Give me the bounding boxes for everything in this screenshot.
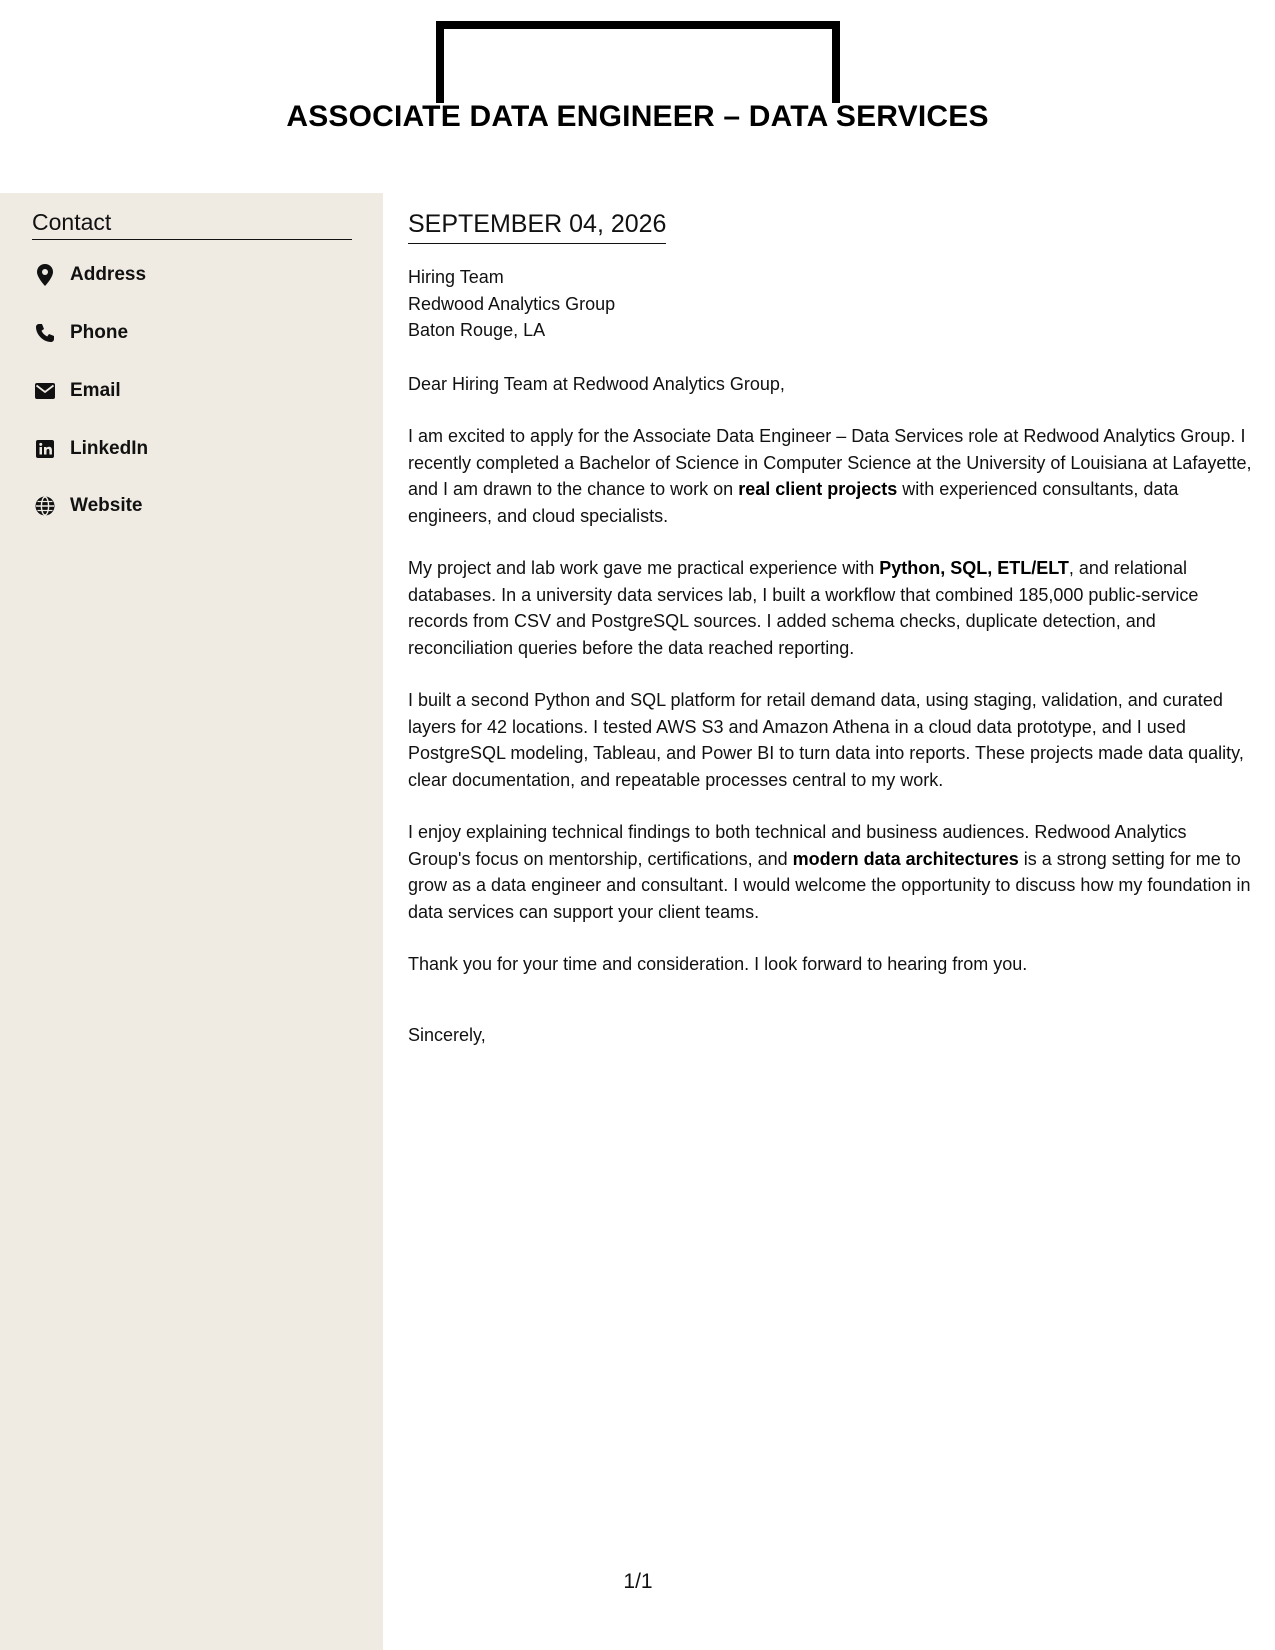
paragraph-emphasis: Python, SQL, ETL/ELT — [879, 558, 1069, 578]
sidebar — [0, 193, 383, 1650]
contact-item-address — [32, 250, 148, 308]
contact-item-phone — [32, 308, 148, 366]
contact-label-linkedin: LinkedIn — [70, 437, 149, 459]
page-number: 1/1 — [623, 1570, 653, 1593]
globe-icon — [32, 493, 58, 519]
paragraph-text: I am excited to apply for the Associate Data Engineer – Data Services role at Redwood Analytics Group. I recently completed a Bachelor of Science in Computer Science at the University of Louisiana at Lafayette, and I am drawn to the chance to work on — [408, 426, 1252, 499]
contact-heading: Contact — [32, 209, 352, 240]
paragraph-text: My project and lab work gave me practical experience with — [408, 558, 880, 578]
paragraph-text: with experienced consultants, data engineers, and cloud specialists. — [408, 479, 1179, 526]
contact-label-email: Email — [70, 379, 121, 401]
paragraph-3: I built a second Python and SQL platform for retail demand data, using staging, validation, and curated layers for 42 locations. I tested AWS S3 and Amazon Athena in a cloud data prototype, and I used PostgreSQL modeling, Tableau, and Power BI to turn data into reports. These projects made data quality, clear documentation, and repeatable processes central to my work. — [408, 690, 1244, 790]
job-title: ASSOCIATE DATA ENGINEER – DATA SERVICES — [286, 100, 989, 133]
paragraph-1 — [408, 423, 1253, 529]
paragraph-4 — [408, 819, 1253, 925]
closing: Sincerely, — [408, 1024, 486, 1045]
contact-label-website: Website — [70, 495, 143, 517]
letter-date: SEPTEMBER 04, 2026 — [408, 210, 666, 244]
paragraph-2 — [408, 555, 1253, 661]
contact-item-linkedin — [32, 423, 148, 481]
map-pin-icon — [32, 262, 58, 288]
paragraph-text: , and relational databases. In a university data services lab, I built a workflow that combined 185,000 public-service records from CSV and PostgreSQL sources. I added schema checks, duplicate detection, and reconciliation queries before the data reached reporting. — [408, 558, 1199, 658]
envelope-icon — [32, 378, 58, 404]
linkedin-icon — [32, 436, 58, 462]
paragraph-emphasis: modern data architectures — [792, 848, 1019, 869]
phone-icon — [32, 320, 58, 346]
recipient-block — [408, 264, 1253, 344]
contact-label-phone: Phone — [70, 322, 129, 344]
letter-body — [408, 210, 1253, 1048]
recipient-line: Baton Rouge, LA — [408, 320, 546, 340]
contact-list — [32, 250, 148, 539]
contact-item-website — [32, 481, 148, 539]
paragraph-text: is a strong setting for me to grow as a data engineer and consultant. I would welcome the opportunity to discuss how my foundation in data services can support your client teams. — [408, 848, 1251, 922]
paragraph-5: Thank you for your time and consideration. I look forward to hearing from you. — [408, 954, 1028, 974]
paragraph-emphasis: real client projects — [738, 479, 898, 499]
salutation: Dear Hiring Team at Redwood Analytics Group, — [408, 373, 785, 394]
recipient-line: Hiring Team — [408, 267, 504, 287]
header-bracket-decoration — [436, 21, 840, 103]
contact-label-address: Address — [70, 264, 147, 286]
contact-item-email — [32, 366, 148, 424]
recipient-line: Redwood Analytics Group — [408, 293, 616, 314]
paragraph-text: I enjoy explaining technical findings to both technical and business audiences. Redwood Analytics Group's focus on mentorship, certifications, and — [408, 822, 1187, 869]
